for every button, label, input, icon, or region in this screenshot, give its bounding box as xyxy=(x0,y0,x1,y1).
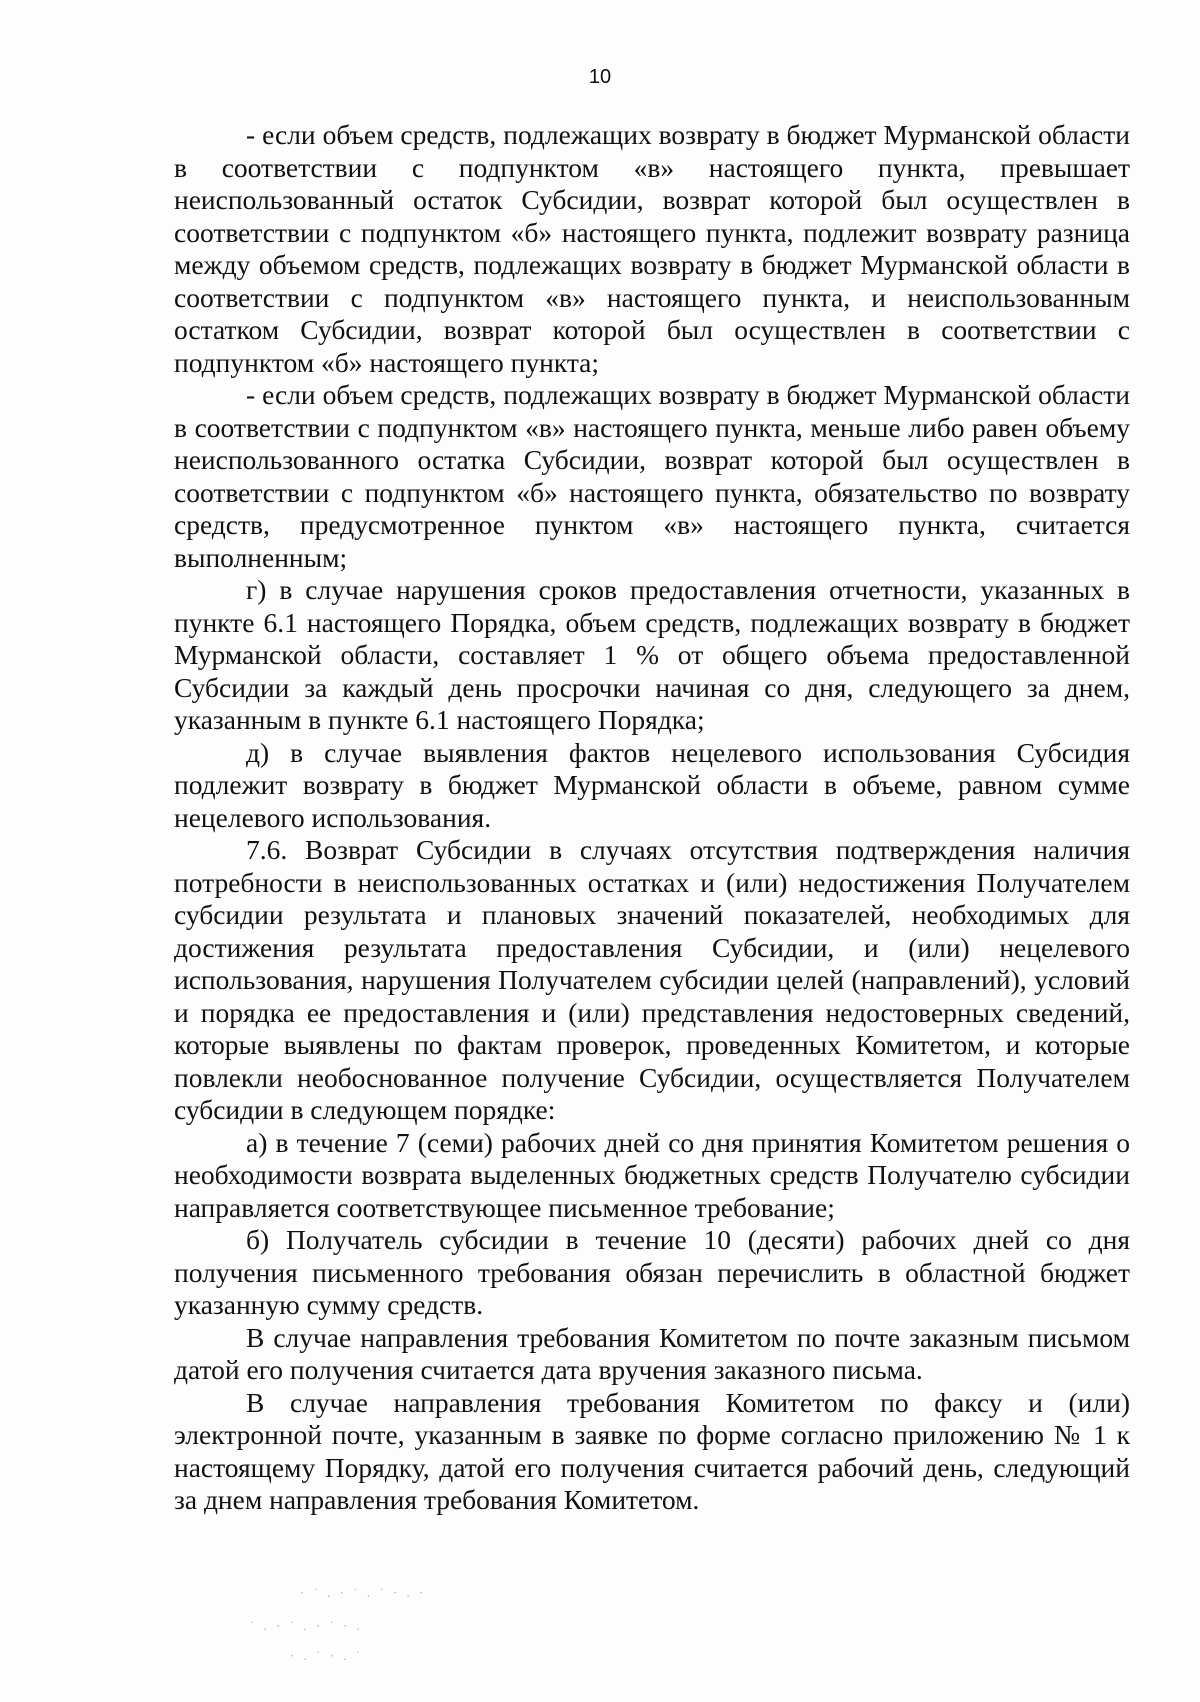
paragraph-fax-email-delivery: В случае направления требования Комитетом по факсу и (или) электронной почте, указанным в заявке по форме согласно приложению № 1 к настоящему Порядку, датой его получения считается рабочий день, следующий за днем направления требования Комитетом. xyxy=(174,1386,1130,1515)
paragraph-g-reporting-violation: г) в случае нарушения сроков предоставления отчетности, указанных в пункте 6.1 настоящего Порядка, объем средств, подлежащих возврату в бюджет Мурманской области, составляет 1 % от общего объема предоставленной Субсидии за каждый день просрочки начиная со дня, следующего за днем, указанным в пункте 6.1 настоящего Порядка; xyxy=(174,574,1130,735)
paragraph-a-requirement: а) в течение 7 (семи) рабочих дней со дня принятия Комитетом решения о необходимости возврата выделенных бюджетных средств Получателю субсидии направляется соответствующее письменное требование; xyxy=(174,1126,1130,1223)
scan-noise: ˙ . · ˙ . · ˙ · . xyxy=(250,1618,363,1633)
scan-noise: · . ˙ · . ˙ xyxy=(290,1648,364,1663)
scan-noise: · ˙ . · ˙ . ˙ · . · xyxy=(300,1585,427,1600)
paragraph-d-misuse: д) в случае выявления фактов нецелевого использования Субсидия подлежит возврату в бюджет Мурманской области в объеме, равном сумме нецелевого использования. xyxy=(174,736,1130,833)
page-number: 10 xyxy=(588,66,612,88)
paragraph-mail-delivery: В случае направления требования Комитетом по почте заказным письмом датой его получения считается дата вручения заказного письма. xyxy=(174,1321,1130,1385)
paragraph-7-6-return-procedure: 7.6. Возврат Субсидии в случаях отсутствия подтверждения наличия потребности в неиспользованных остатках и (или) недостижения Получателем субсидии результата и плановых значений показателей, необходимых для достижения результата предоставления Субсидии, и (или) нецелевого использования, нарушения Получателем субсидии целей (направлений), условий и порядка ее предоставления и (или) представления недостоверных сведений, которые выявлены по фактам проверок, проведенных Комитетом, и которые повлекли необоснованное получение Субсидии, осуществляется Получателем субсидии в следующем порядке: xyxy=(174,834,1130,1125)
paragraph-less-or-equal-return: - если объем средств, подлежащих возврату в бюджет Мурманской области в соответствии с подпунктом «в» настоящего пункта, меньше либо равен объему неиспользованного остатка Субсидии, возврат которой был осуществлен в соответствии с подпунктом «б» настоящего пункта, обязательство по возврату средств, предусмотренное пунктом «в» настоящего пункта, считается выполненным; xyxy=(174,379,1130,573)
document-body xyxy=(174,119,1130,1517)
paragraph-b-transfer: б) Получатель субсидии в течение 10 (десяти) рабочих дней со дня получения письменного требования обязан перечислить в областной бюджет указанную сумму средств. xyxy=(174,1224,1130,1320)
paragraph-excess-return: - если объем средств, подлежащих возврату в бюджет Мурманской области в соответствии с подпунктом «в» настоящего пункта, превышает неиспользованный остаток Субсидии, возврат которой был осуществлен в соответствии с подпунктом «б» настоящего пункта, подлежит возврату разница между объемом средств, подлежащих возврату в бюджет Мурманской области в соответствии с подпунктом «в» настоящего пункта, и неиспользованным остатком Субсидии, возврат которой был осуществлен в соответствии с подпунктом «б» настоящего пункта; xyxy=(174,119,1130,378)
